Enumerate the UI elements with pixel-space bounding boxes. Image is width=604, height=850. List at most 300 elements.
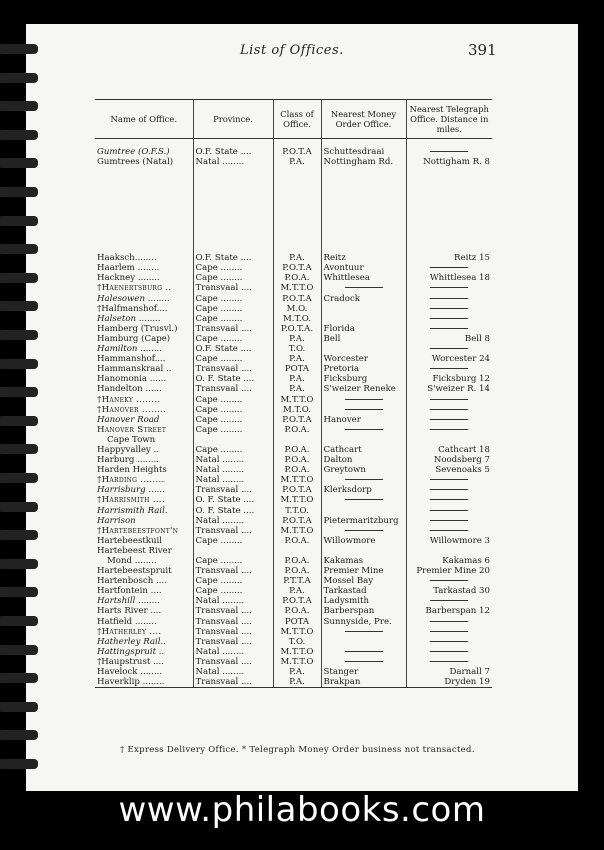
table-row xyxy=(95,667,492,677)
spiral-ring xyxy=(0,730,38,740)
cell-tel xyxy=(406,324,492,334)
cell-tel xyxy=(406,506,492,516)
cell-tel: Kakamas 6 xyxy=(406,556,492,566)
table-row xyxy=(95,677,492,688)
cell-tel xyxy=(406,617,492,627)
cell-prov: Cape ........ xyxy=(193,556,273,566)
cell-mo: Cradock xyxy=(321,294,406,304)
cell-cls: POTA xyxy=(273,364,321,374)
blank-dash xyxy=(430,328,468,329)
spiral-ring xyxy=(0,559,38,569)
table-row xyxy=(95,157,492,167)
cell-tel: Tarkastad 30 xyxy=(406,586,492,596)
cell-cls: P.A. xyxy=(273,334,321,344)
blank-dash xyxy=(430,267,468,268)
table-row xyxy=(95,606,492,616)
table-row xyxy=(95,395,492,405)
cell-cls: POTA xyxy=(273,617,321,627)
blank-dash xyxy=(430,399,468,400)
spiral-ring xyxy=(0,387,38,397)
cell-cls: M.T.T.O xyxy=(273,526,321,536)
blank-dash xyxy=(430,368,468,369)
offices-table xyxy=(95,99,492,688)
cell-mo: Sunnyside, Pre. xyxy=(321,617,406,627)
table-row xyxy=(95,546,492,556)
cell-prov xyxy=(193,546,273,556)
table-row xyxy=(95,273,492,283)
cell-mo xyxy=(321,637,406,647)
cell-mo: Bell xyxy=(321,334,406,344)
table-row xyxy=(95,495,492,505)
cell-mo xyxy=(321,627,406,637)
cell-tel: Sevenoaks 5 xyxy=(406,465,492,475)
blank-dash xyxy=(430,510,468,511)
cell-prov: Transvaal .... xyxy=(193,364,273,374)
cell-cls: P.O.T.A xyxy=(273,294,321,304)
cell-name: Harden Heights xyxy=(97,465,167,476)
table-row xyxy=(95,637,492,647)
cell-prov: O.F. State .... xyxy=(193,253,273,263)
cell-cls: T.T.O. xyxy=(273,506,321,516)
cell-cls: M.T.T.O xyxy=(273,627,321,637)
cell-prov: Transvaal .... xyxy=(193,566,273,576)
blank-dash xyxy=(430,651,468,652)
cell-cls: P.O.A. xyxy=(273,566,321,576)
cell-tel xyxy=(406,364,492,374)
blank-dash xyxy=(430,308,468,309)
spiral-ring xyxy=(0,101,38,111)
blank-dash xyxy=(430,641,468,642)
table-row xyxy=(95,556,492,566)
cell-tel: Bell 8 xyxy=(406,334,492,344)
table-row xyxy=(95,576,492,586)
cell-name: Hamburg (Cape) xyxy=(97,333,171,344)
cell-cls: P.O.A. xyxy=(273,445,321,455)
table-body xyxy=(95,139,492,688)
cell-prov: O. F. State .... xyxy=(193,374,273,384)
cell-cls: P.O.A. xyxy=(273,536,321,546)
cell-prov: Transvaal .... xyxy=(193,677,273,688)
cell-cls: P.A. xyxy=(273,374,321,384)
cell-prov: Cape ........ xyxy=(193,445,273,455)
cell-name: Hartebeestkuil xyxy=(97,535,163,546)
cell-mo: Dalton xyxy=(321,455,406,465)
table-row xyxy=(95,405,492,415)
table-row xyxy=(95,627,492,637)
cell-name: Haaksch........ xyxy=(97,253,157,264)
table-row xyxy=(95,536,492,546)
cell-mo xyxy=(321,546,406,556)
spacer-cell xyxy=(321,167,406,253)
table-row xyxy=(95,455,492,465)
cell-name: Hartenbosch .... xyxy=(97,576,167,587)
spacer-row xyxy=(95,167,492,253)
cell-tel xyxy=(406,147,492,157)
table-row xyxy=(95,425,492,435)
cell-tel xyxy=(406,263,492,273)
blank-dash xyxy=(430,348,468,349)
cell-name: Hackney ........ xyxy=(97,273,160,284)
cell-prov xyxy=(193,435,273,445)
spiral-ring xyxy=(0,158,38,168)
cell-cls: M.T.T.O xyxy=(273,657,321,667)
cell-cls xyxy=(273,546,321,556)
table-row xyxy=(95,526,492,536)
cell-name: Gumtree (O.F.S.) xyxy=(97,147,170,157)
table-row xyxy=(95,334,492,344)
spiral-ring xyxy=(0,273,38,283)
cell-name: Haarlem ........ xyxy=(97,263,160,274)
blank-dash xyxy=(430,499,468,500)
table-row xyxy=(95,445,492,455)
cell-prov: Transvaal .... xyxy=(193,657,273,667)
blank-dash xyxy=(430,287,468,288)
cell-mo: Avontuur xyxy=(321,263,406,273)
cell-prov: Transvaal .... xyxy=(193,324,273,334)
cell-cls: P.O.A. xyxy=(273,606,321,616)
blank-dash xyxy=(430,661,468,662)
cell-name: Harburg ........ xyxy=(97,455,159,466)
cell-tel xyxy=(406,526,492,536)
cell-name: Hammanshof.... xyxy=(97,354,166,365)
cell-mo xyxy=(321,283,406,293)
cell-mo: Schuttesdraai xyxy=(321,147,406,157)
cell-tel xyxy=(406,576,492,586)
cell-prov: Cape ........ xyxy=(193,294,273,304)
spiral-ring xyxy=(0,473,38,483)
cell-cls: P.A. xyxy=(273,667,321,677)
blank-dash xyxy=(430,409,468,410)
cell-prov: O.F. State .... xyxy=(193,344,273,354)
cell-mo xyxy=(321,495,406,505)
blank-dash xyxy=(430,520,468,521)
table-row xyxy=(95,475,492,485)
spiral-ring xyxy=(0,244,38,254)
cell-name: Hanover Street xyxy=(97,424,167,435)
cell-mo: Ficksburg xyxy=(321,374,406,384)
cell-tel: Nottigham R. 8 xyxy=(406,157,492,167)
cell-name: Halesowen ........ xyxy=(97,293,170,304)
cell-mo xyxy=(321,314,406,324)
table-row xyxy=(95,253,492,263)
cell-tel xyxy=(406,627,492,637)
cell-mo xyxy=(321,304,406,314)
cell-prov: Cape ........ xyxy=(193,354,273,364)
spiral-ring xyxy=(0,301,38,311)
cell-cls: P.A. xyxy=(273,354,321,364)
blank-dash xyxy=(430,580,468,581)
blank-dash xyxy=(345,409,383,410)
table-row xyxy=(95,647,492,657)
table-row xyxy=(95,465,492,475)
spacer-cell xyxy=(406,167,492,253)
cell-mo: Hanover xyxy=(321,415,406,425)
cell-mo: Tarkastad xyxy=(321,586,406,596)
cell-mo xyxy=(321,526,406,536)
cell-prov: Natal ........ xyxy=(193,465,273,475)
cell-mo: Klerksdorp xyxy=(321,485,406,495)
cell-prov: Transvaal .... xyxy=(193,617,273,627)
cell-name: Hanomonia ...... xyxy=(97,374,167,385)
table-row xyxy=(95,596,492,606)
cell-mo xyxy=(321,435,406,445)
cell-cls: P.A. xyxy=(273,677,321,688)
blank-dash xyxy=(345,530,383,531)
cell-tel: Worcester 24 xyxy=(406,354,492,364)
spiral-ring xyxy=(0,530,38,540)
col-header-class: Class of Office. xyxy=(273,100,321,139)
cell-mo xyxy=(321,475,406,485)
cell-name: Haverklip ........ xyxy=(95,677,193,688)
cell-tel xyxy=(406,475,492,485)
cell-mo: Willowmore xyxy=(321,536,406,546)
blank-dash xyxy=(430,429,468,430)
cell-name: Hamilton ........ xyxy=(97,344,163,355)
cell-cls: P.O.T.A. xyxy=(273,324,321,334)
spiral-ring xyxy=(0,44,38,54)
blank-dash xyxy=(345,399,383,400)
blank-dash xyxy=(430,298,468,299)
col-header-money-order: Nearest Money Order Office. xyxy=(321,100,406,139)
cell-prov: Natal ........ xyxy=(193,157,273,167)
cell-tel: Whittlesea 18 xyxy=(406,273,492,283)
blank-dash xyxy=(430,631,468,632)
cell-cls: M.O. xyxy=(273,304,321,314)
cell-name: †Hanover ........ xyxy=(97,404,167,415)
cell-prov: O. F. State .... xyxy=(193,506,273,516)
table-row xyxy=(95,435,492,445)
spacer-cell xyxy=(273,139,321,148)
cell-tel xyxy=(406,395,492,405)
blank-dash xyxy=(345,429,383,430)
cell-mo: Kakamas xyxy=(321,556,406,566)
table-row xyxy=(95,344,492,354)
cell-cls: P.A. xyxy=(273,586,321,596)
spacer-cell xyxy=(95,139,193,148)
cell-name: Harrisburg ...... xyxy=(97,485,165,496)
cell-prov: Cape ........ xyxy=(193,395,273,405)
table-row xyxy=(95,364,492,374)
cell-prov: O.F. State .... xyxy=(193,147,273,157)
cell-name: †Hatherley .... xyxy=(97,626,162,637)
page-number: 391 xyxy=(468,41,497,59)
blank-dash xyxy=(430,489,468,490)
cell-name: Hatfield ........ xyxy=(97,616,157,627)
cell-mo: Mossel Bay xyxy=(321,576,406,586)
cell-cls: M.T.T.O xyxy=(273,495,321,505)
cell-mo xyxy=(321,344,406,354)
spiral-ring xyxy=(0,616,38,626)
cell-mo: Ladysmith xyxy=(321,596,406,606)
cell-name: Hartshill ........ xyxy=(97,596,160,607)
cell-name: Hanover Road xyxy=(97,414,160,425)
cell-name: Happyvalley .. xyxy=(97,444,160,455)
cell-name: Hartfontein .... xyxy=(97,586,162,597)
cell-mo xyxy=(321,395,406,405)
cell-tel: Premier Mine 20 xyxy=(406,566,492,576)
spiral-ring xyxy=(0,702,38,712)
cell-cls xyxy=(273,435,321,445)
cell-mo: Nottingham Rd. xyxy=(321,157,406,167)
cell-name: Hatherley Rail.. xyxy=(97,636,166,647)
spiral-ring xyxy=(0,187,38,197)
cell-mo: Worcester xyxy=(321,354,406,364)
cell-name: †Harding ........ xyxy=(97,475,165,486)
cell-prov: Cape ........ xyxy=(193,415,273,425)
cell-mo: Reitz xyxy=(321,253,406,263)
cell-tel xyxy=(406,283,492,293)
blank-dash xyxy=(345,661,383,662)
table-row xyxy=(95,657,492,667)
cell-prov: Transvaal .... xyxy=(193,637,273,647)
spacer-cell xyxy=(95,167,193,253)
cell-tel xyxy=(406,637,492,647)
cell-cls: M.T.O. xyxy=(273,314,321,324)
cell-name: †Hartebeestfont'n xyxy=(97,525,179,536)
cell-tel xyxy=(406,485,492,495)
cell-name: Mond ........ xyxy=(107,556,157,566)
table-row xyxy=(95,147,492,157)
table-row xyxy=(95,283,492,293)
cell-tel: Noodsberg 7 xyxy=(406,455,492,465)
blank-dash xyxy=(430,621,468,622)
blank-dash xyxy=(345,631,383,632)
cell-cls: P.O.T.A xyxy=(273,485,321,495)
cell-cls: P.A. xyxy=(273,253,321,263)
cell-prov: Transvaal .... xyxy=(193,384,273,394)
spiral-ring xyxy=(0,645,38,655)
cell-cls: M.T.T.O xyxy=(273,283,321,293)
cell-tel xyxy=(406,516,492,526)
blank-dash xyxy=(430,530,468,531)
cell-name: Hammanskraal .. xyxy=(97,364,172,375)
blank-dash xyxy=(345,651,383,652)
cell-tel: Dryden 19 xyxy=(406,677,492,688)
spacer-cell xyxy=(193,167,273,253)
spiral-ring xyxy=(0,502,38,512)
cell-cls: P.O.A. xyxy=(273,556,321,566)
blank-dash xyxy=(430,419,468,420)
table-row xyxy=(95,506,492,516)
cell-name: Harts River .... xyxy=(97,606,162,617)
table-row xyxy=(95,384,492,394)
cell-cls: M.T.T.O xyxy=(273,475,321,485)
spiral-ring xyxy=(0,673,38,683)
cell-prov: Cape ........ xyxy=(193,334,273,344)
cell-tel xyxy=(406,304,492,314)
cell-mo: Cathcart xyxy=(321,445,406,455)
spacer-cell xyxy=(406,139,492,148)
cell-cls: M.T.T.O xyxy=(273,395,321,405)
cell-name: Hamberg (Trusvl.) xyxy=(97,323,178,334)
cell-tel xyxy=(406,657,492,667)
cell-tel xyxy=(406,546,492,556)
cell-mo: Brakpan xyxy=(321,677,406,688)
cell-tel: Darnall 7 xyxy=(406,667,492,677)
table-row xyxy=(95,263,492,273)
cell-mo: Pretoria xyxy=(321,364,406,374)
blank-dash xyxy=(430,151,468,152)
spiral-ring xyxy=(0,216,38,226)
cell-name: †Halfmanshof.... xyxy=(97,303,168,314)
cell-tel: S'weizer R. 14 xyxy=(406,384,492,394)
running-head: List of Offices. xyxy=(240,43,344,58)
cell-cls: P.O.T.A xyxy=(273,147,321,157)
table-row xyxy=(95,415,492,425)
cell-mo: Premier Mine xyxy=(321,566,406,576)
spiral-ring xyxy=(0,416,38,426)
blank-dash xyxy=(430,479,468,480)
table-row xyxy=(95,586,492,596)
cell-tel: Cathcart 18 xyxy=(406,445,492,455)
cell-tel xyxy=(406,647,492,657)
cell-mo xyxy=(321,405,406,415)
cell-tel xyxy=(406,415,492,425)
cell-tel xyxy=(406,435,492,445)
cell-cls: P.O.A. xyxy=(273,465,321,475)
cell-prov: Transvaal .... xyxy=(193,627,273,637)
cell-tel xyxy=(406,344,492,354)
cell-prov: Transvaal .... xyxy=(193,485,273,495)
cell-prov: Natal ........ xyxy=(193,647,273,657)
cell-mo: Greytown xyxy=(321,465,406,475)
table-row xyxy=(95,354,492,364)
website-watermark: www.philabooks.com xyxy=(118,790,486,830)
spiral-ring xyxy=(0,359,38,369)
cell-prov: Cape ........ xyxy=(193,273,273,283)
cell-cls: P.O.T.A xyxy=(273,415,321,425)
cell-prov: Transvaal .... xyxy=(193,283,273,293)
table-row xyxy=(95,294,492,304)
col-header-telegraph: Nearest Telegraph Office. Distance in miles. xyxy=(406,100,492,139)
cell-tel xyxy=(406,596,492,606)
cell-cls: T.O. xyxy=(273,637,321,647)
cell-tel xyxy=(406,405,492,415)
blank-dash xyxy=(430,318,468,319)
cell-prov: Cape ........ xyxy=(193,263,273,273)
cell-prov: Cape ........ xyxy=(193,586,273,596)
footnote: † Express Delivery Office. * Telegraph Money Order business not transacted. xyxy=(120,745,475,755)
cell-mo: Florida xyxy=(321,324,406,334)
blank-dash xyxy=(345,479,383,480)
cell-name: †Haneky ........ xyxy=(97,394,161,405)
spiral-binding xyxy=(0,0,26,790)
cell-mo: Stanger xyxy=(321,667,406,677)
cell-prov: Natal ........ xyxy=(193,455,273,465)
cell-name: Havelock ........ xyxy=(97,667,163,678)
cell-name: Handelton ...... xyxy=(97,384,162,395)
spiral-ring xyxy=(0,73,38,83)
cell-name: Hartebeest River xyxy=(97,545,172,556)
cell-prov: Cape ........ xyxy=(193,536,273,546)
cell-name: Harrison xyxy=(97,515,136,526)
cell-tel: Willowmore 3 xyxy=(406,536,492,546)
spiral-ring xyxy=(0,130,38,140)
cell-name: Hattingspruit .. xyxy=(97,646,165,657)
cell-mo: S'weizer Reneke xyxy=(321,384,406,394)
cell-cls: P.O.T.A xyxy=(273,596,321,606)
cell-prov: O. F. State .... xyxy=(193,495,273,505)
cell-tel xyxy=(406,425,492,435)
cell-cls: P.A. xyxy=(273,384,321,394)
table-row xyxy=(95,304,492,314)
cell-cls: T.O. xyxy=(273,344,321,354)
cell-cls: P.T.T.A xyxy=(273,576,321,586)
cell-mo xyxy=(321,425,406,435)
cell-cls: P.O.A. xyxy=(273,425,321,435)
cell-prov: Cape ........ xyxy=(193,576,273,586)
table-row xyxy=(95,566,492,576)
